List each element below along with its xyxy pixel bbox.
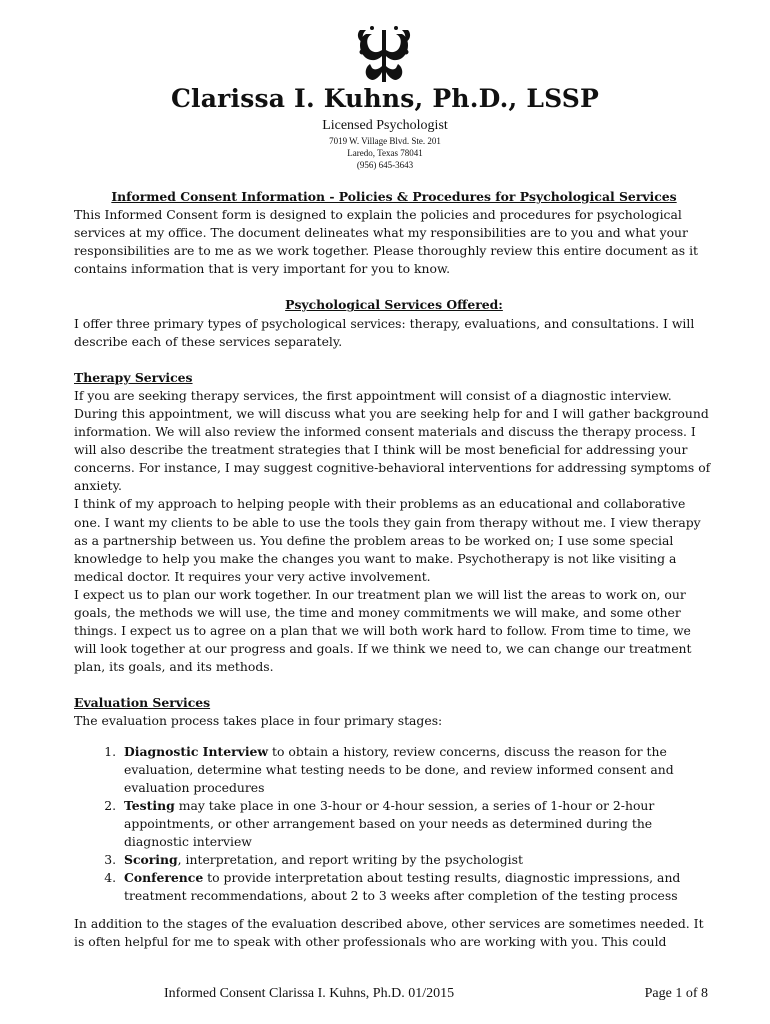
therapy-paragraph-2: I think of my approach to helping people with their problems as an educational and collaborative one. I want my clients to be able to use the tools they gain from therapy without me. I view therapy as a partnership between us. You define the problem areas to be worked on; I use some special knowledge to help you make the changes you want to make. Psychotherapy is not like visiting a medical doctor. It requires your very active involvement. <box>74 496 701 584</box>
evaluation-stages-list <box>74 743 714 906</box>
list-item <box>120 797 714 851</box>
stage-term: Diagnostic Interview <box>124 743 269 759</box>
address-line-2: Laredo, Texas 78041 <box>347 148 423 158</box>
evaluation-intro: The evaluation process takes place in four primary stages: <box>74 713 443 729</box>
therapy-paragraph-3: I expect us to plan our work together. In our treatment plan we will list the areas to work on, our goals, the methods we will use, the time and money commitments we will make, and some other things. I expect us to agree on a plan that we will both work hard to follow. From time to time, we will look together at our progress and goals. If we think we need to, we can change our treatment plan, its goals, and its methods. <box>74 586 692 675</box>
list-item <box>120 851 714 869</box>
address-line-1: 7019 W. Village Blvd. Ste. 201 <box>329 136 441 146</box>
stage-term: Conference <box>124 870 204 886</box>
list-item <box>120 869 714 905</box>
document-body <box>74 188 714 952</box>
intro-paragraph: This Informed Consent form is designed to explain the policies and procedures for psychological services at my office. The document delineates what my responsibilities are to you and what your responsibilities are to me as we work together. Please thoroughly review this entire document as it contains information that is very important for you to know. <box>74 207 699 277</box>
stage-text: may take place in one 3-hour or 4-hour session, a series of 1-hour or 2-hour appointments, or other arrangement based on your needs as determined during the diagnostic interview <box>124 797 655 849</box>
psi-butterfly-icon <box>352 24 416 88</box>
evaluation-after-paragraph: In addition to the stages of the evaluation described above, other services are sometimes needed. It is often helpful for me to speak with other professionals who are working with you. This could <box>74 916 704 950</box>
stage-text: , interpretation, and report writing by the psychologist <box>177 852 523 868</box>
therapy-heading: Therapy Services <box>74 369 193 385</box>
stage-text: to obtain a history, review concerns, discuss the reason for the evaluation, determine what testing needs to be done, and review informed consent and evaluation procedures <box>124 743 674 795</box>
services-heading: Psychological Services Offered: <box>285 297 503 313</box>
footer-page-number: Page 1 of 8 <box>644 986 708 1001</box>
footer-document-label: Informed Consent Clarissa I. Kuhns, Ph.D. 01/2015 <box>164 986 455 1001</box>
document-heading: Informed Consent Information - Policies & Procedures for Psychological Services <box>111 189 677 204</box>
evaluation-heading: Evaluation Services <box>74 695 211 711</box>
stage-text: to provide interpretation about testing results, diagnostic impressions, and treatment recommendations, about 2 to 3 weeks after completion of the testing process <box>124 870 681 904</box>
practitioner-name: Clarissa I. Kuhns, Ph.D., LSSP <box>170 84 600 113</box>
phone-number: (956) 645-3643 <box>356 160 414 170</box>
services-paragraph: I offer three primary types of psychological services: therapy, evaluations, and consultations. I will describe each of these services separately. <box>74 315 695 349</box>
practitioner-title: Licensed Psychologist <box>322 118 448 133</box>
therapy-paragraph-1: If you are seeking therapy services, the first appointment will consist of a diagnostic interview. During this appointment, we will discuss what you are seeking help for and I will gather background information. We will also review the informed consent materials and discuss the therapy process. I will also describe the treatment strategies that I think will be most beneficial for addressing your concerns. For instance, I may suggest cognitive-behavioral interventions for addressing symptoms of anxiety. <box>74 387 711 494</box>
stage-term: Testing <box>124 797 175 813</box>
list-item <box>120 743 714 797</box>
stage-term: Scoring <box>124 852 178 868</box>
